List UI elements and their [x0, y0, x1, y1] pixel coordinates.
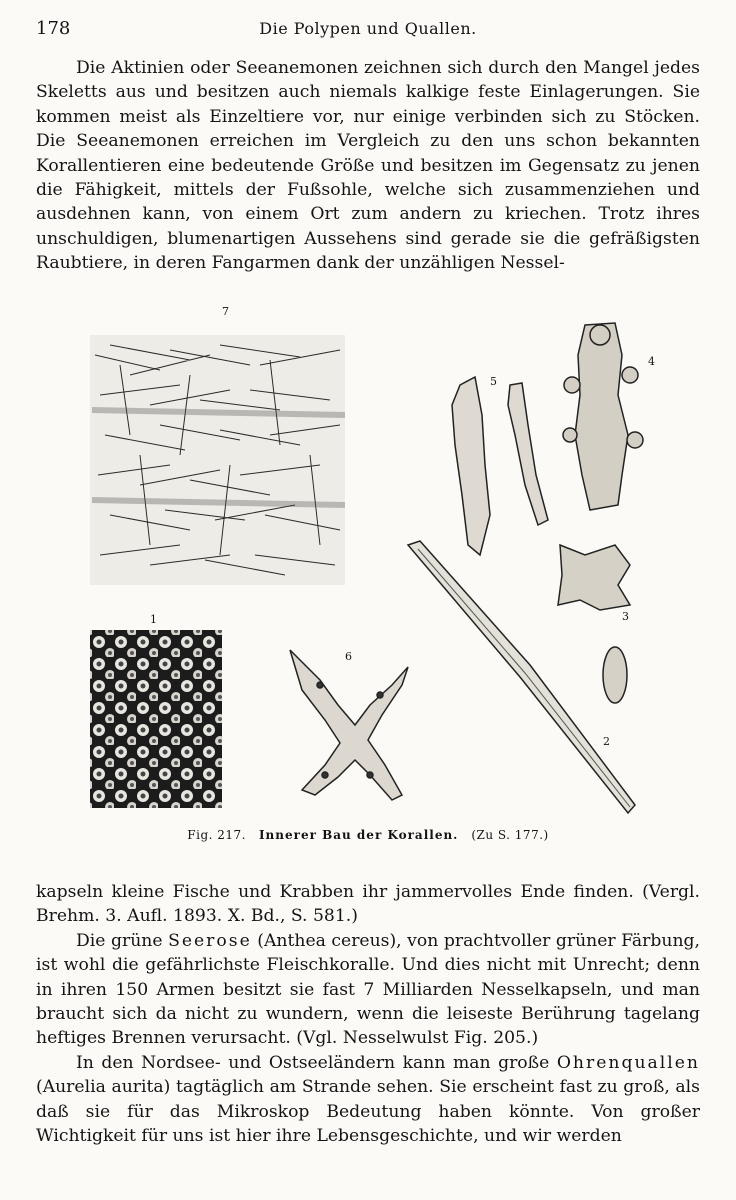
- page-number: 178: [36, 18, 71, 39]
- seerose-term: Seerose: [168, 930, 252, 951]
- plate-label-5: 5: [490, 375, 497, 388]
- cross-polyp-figure-6: [290, 650, 408, 800]
- caption-title: Innerer Bau der Korallen.: [258, 828, 459, 842]
- ohrenquallen-intro: In den Nordsee- und Ostseeländern kann man große: [76, 1052, 557, 1073]
- spicules-figure-5: [452, 377, 548, 555]
- plate-label-7: 7: [222, 305, 229, 318]
- polyps-figure-3: [558, 545, 630, 703]
- paragraph-ohrenquallen: [36, 1051, 700, 1149]
- ohrenquallen-term: Ohrenquallen: [556, 1052, 700, 1073]
- coral-surface-figure-1: [90, 630, 222, 808]
- text-block-bottom: [36, 880, 700, 1148]
- paragraph-continuation: kapseln kleine Fische und Krabben ihr jammervolles Ende finden. (Vergl. Brehm. 3. Aufl. 1893. X. Bd., S. 581.): [36, 882, 700, 927]
- figure-corals: [70, 305, 690, 845]
- paragraph-seerose: [36, 929, 700, 1051]
- coral-branch-figure-4: [563, 323, 643, 510]
- caption-fig-number: Fig. 217.: [187, 828, 246, 842]
- caption-reference: (Zu S. 177.): [471, 828, 549, 842]
- plate-label-3: 3: [622, 610, 629, 623]
- page-header: [36, 14, 700, 40]
- plate-label-2: 2: [603, 735, 610, 748]
- ohrenquallen-body: (Aurelia aurita) tagtäglich am Strande sehen. Sie erscheint fast zu groß, als daß sie für das Mikroskop Bedeutung haben könnte. Von großer Wichtigkeit für uns ist hier ihre Lebensgeschichte, und wir werden: [36, 1077, 700, 1147]
- seerose-body: (Anthea cereus), von prachtvoller grüner Färbung, ist wohl die gefährlichste Fleischkoralle. Und dies nicht mit Unrecht; denn in ihren 150 Armen besitzt sie fast 7 Milliarden Nesselkapseln, und man braucht sich da nicht zu wundern, wenn die leiseste Berührung tagelang heftiges Brennen verursacht. (Vgl. Nesselwulst Fig. 205.): [36, 930, 700, 1049]
- coral-illustration: [70, 305, 690, 825]
- spicules-figure-7: [90, 335, 345, 585]
- seerose-intro: Die grüne: [76, 930, 169, 951]
- figure-caption: [0, 828, 736, 842]
- paragraph-aktinien: Die Aktinien oder Seeanemonen zeichnen sich durch den Mangel jedes Skeletts aus und besitzen auch niemals kalkige feste Einlagerungen. Sie kommen meist als Einzeltiere vor, nur einige verbinden sich zu Stöcken. Die Seeanemonen erreichen im Vergleich zu den uns schon bekannten Korallentieren eine bedeutende Größe und besitzen im Gegensatz zu jenen die Fähigkeit, mittels der Fußsohle, welche sich zusammenziehen und ausdehnen kann, von einem Ort zum andern zu kriechen. Trotz ihres unschuldigen, blumenartigen Aussehens sind gerade sie die gefräßigsten Raubtiere, in deren Fangarmen dank der unzähligen Nessel-: [36, 58, 700, 274]
- running-title: Die Polypen und Quallen.: [259, 19, 477, 38]
- plate-label-6: 6: [345, 650, 352, 663]
- text-block-top: [36, 56, 700, 276]
- plate-label-1: 1: [150, 613, 157, 626]
- plate-label-4: 4: [648, 355, 655, 368]
